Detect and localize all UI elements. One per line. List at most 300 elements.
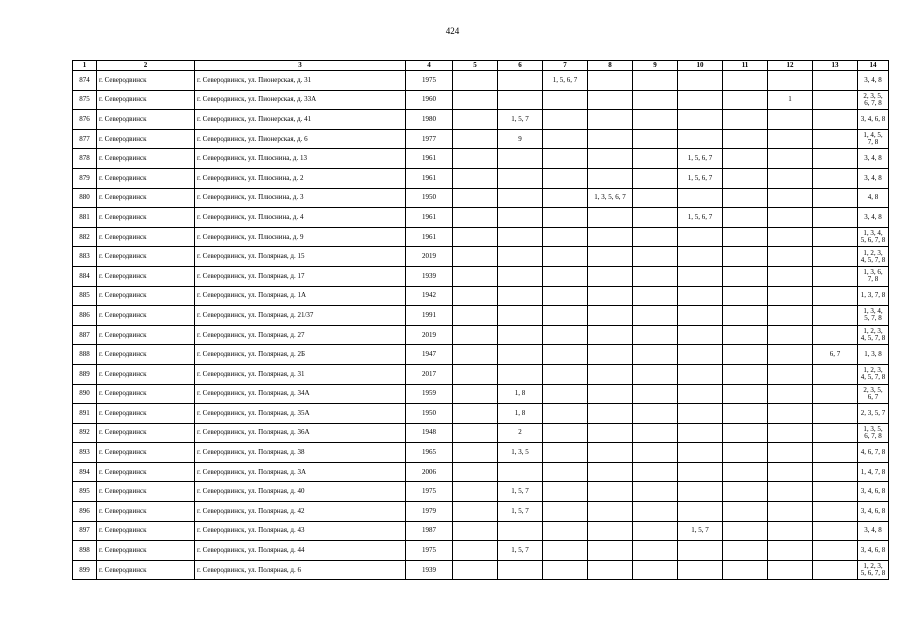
year-cell: 1975 xyxy=(406,541,453,561)
col7-cell xyxy=(543,423,588,443)
col6-cell: 1, 8 xyxy=(498,384,543,404)
col13-cell: 6, 7 xyxy=(813,345,858,365)
col14-cell: 1, 3, 4, 5, 6, 7, 8 xyxy=(858,227,889,247)
city-cell: г. Северодвинск xyxy=(97,129,195,149)
col9-cell xyxy=(633,286,678,306)
year-cell: 2019 xyxy=(406,325,453,345)
col10-cell xyxy=(678,502,723,522)
row-number: 887 xyxy=(73,325,97,345)
col14-cell: 4, 6, 7, 8 xyxy=(858,443,889,463)
col11-cell xyxy=(723,521,768,541)
col13-cell xyxy=(813,541,858,561)
col13-cell xyxy=(813,502,858,522)
table-row xyxy=(73,443,889,463)
city-cell: г. Северодвинск xyxy=(97,247,195,267)
col7-cell xyxy=(543,364,588,384)
year-cell: 1965 xyxy=(406,443,453,463)
year-cell: 1942 xyxy=(406,286,453,306)
year-cell: 1939 xyxy=(406,266,453,286)
col6-cell xyxy=(498,90,543,110)
col10-cell xyxy=(678,286,723,306)
col6-cell: 2 xyxy=(498,423,543,443)
col12-cell xyxy=(768,227,813,247)
row-number: 886 xyxy=(73,306,97,326)
city-cell: г. Северодвинск xyxy=(97,384,195,404)
table-row xyxy=(73,404,889,424)
address-cell: г. Северодвинск, ул. Плюснина, д. 3 xyxy=(195,188,406,208)
col8-cell xyxy=(588,482,633,502)
table-row xyxy=(73,306,889,326)
col10-cell xyxy=(678,364,723,384)
col10-cell: 1, 5, 6, 7 xyxy=(678,149,723,169)
col13-cell xyxy=(813,208,858,228)
col6-cell xyxy=(498,306,543,326)
address-cell: г. Северодвинск, ул. Полярная, д. 21/37 xyxy=(195,306,406,326)
col5-cell xyxy=(453,443,498,463)
col10-cell xyxy=(678,227,723,247)
col9-cell xyxy=(633,208,678,228)
year-cell: 1975 xyxy=(406,482,453,502)
col14-cell: 1, 3, 7, 8 xyxy=(858,286,889,306)
row-number: 895 xyxy=(73,482,97,502)
col14-cell: 3, 4, 6, 8 xyxy=(858,502,889,522)
col12-cell xyxy=(768,129,813,149)
col8-cell xyxy=(588,168,633,188)
col9-cell xyxy=(633,560,678,580)
col13-cell xyxy=(813,423,858,443)
col9-cell xyxy=(633,325,678,345)
table-body xyxy=(73,71,889,580)
column-header: 1 xyxy=(73,61,97,71)
col12-cell xyxy=(768,306,813,326)
col6-cell xyxy=(498,149,543,169)
col14-cell: 1, 2, 3, 5, 6, 7, 8 xyxy=(858,560,889,580)
row-number: 893 xyxy=(73,443,97,463)
table-row xyxy=(73,482,889,502)
col7-cell xyxy=(543,168,588,188)
col8-cell xyxy=(588,325,633,345)
column-header: 9 xyxy=(633,61,678,71)
col9-cell xyxy=(633,266,678,286)
col7-cell xyxy=(543,482,588,502)
row-number: 896 xyxy=(73,502,97,522)
column-header: 7 xyxy=(543,61,588,71)
col10-cell xyxy=(678,71,723,91)
col9-cell xyxy=(633,423,678,443)
col11-cell xyxy=(723,188,768,208)
col6-cell: 1, 5, 7 xyxy=(498,502,543,522)
col5-cell xyxy=(453,384,498,404)
table-row xyxy=(73,149,889,169)
col9-cell xyxy=(633,227,678,247)
table-row xyxy=(73,502,889,522)
col8-cell xyxy=(588,129,633,149)
col11-cell xyxy=(723,247,768,267)
col8-cell xyxy=(588,345,633,365)
col7-cell xyxy=(543,443,588,463)
col12-cell xyxy=(768,345,813,365)
row-number: 880 xyxy=(73,188,97,208)
city-cell: г. Северодвинск xyxy=(97,306,195,326)
address-cell: г. Северодвинск, ул. Полярная, д. 17 xyxy=(195,266,406,286)
col13-cell xyxy=(813,129,858,149)
city-cell: г. Северодвинск xyxy=(97,71,195,91)
col14-cell: 3, 4, 6, 8 xyxy=(858,482,889,502)
row-number: 882 xyxy=(73,227,97,247)
city-cell: г. Северодвинск xyxy=(97,502,195,522)
col7-cell xyxy=(543,560,588,580)
col6-cell xyxy=(498,560,543,580)
col10-cell xyxy=(678,129,723,149)
table-row xyxy=(73,266,889,286)
col7-cell xyxy=(543,345,588,365)
col11-cell xyxy=(723,110,768,130)
col13-cell xyxy=(813,188,858,208)
column-header: 4 xyxy=(406,61,453,71)
address-cell: г. Северодвинск, ул. Полярная, д. 6 xyxy=(195,560,406,580)
col9-cell xyxy=(633,443,678,463)
address-cell: г. Северодвинск, ул. Плюснина, д. 2 xyxy=(195,168,406,188)
col10-cell xyxy=(678,266,723,286)
col11-cell xyxy=(723,266,768,286)
col11-cell xyxy=(723,541,768,561)
table-row xyxy=(73,286,889,306)
row-number: 888 xyxy=(73,345,97,365)
col9-cell xyxy=(633,71,678,91)
year-cell: 1950 xyxy=(406,188,453,208)
col14-cell: 2, 3, 5, 6, 7, 8 xyxy=(858,90,889,110)
address-cell: г. Северодвинск, ул. Пионерская, д. 41 xyxy=(195,110,406,130)
col12-cell xyxy=(768,404,813,424)
city-cell: г. Северодвинск xyxy=(97,266,195,286)
col11-cell xyxy=(723,502,768,522)
col9-cell xyxy=(633,482,678,502)
city-cell: г. Северодвинск xyxy=(97,110,195,130)
col7-cell xyxy=(543,306,588,326)
col6-cell: 1, 8 xyxy=(498,404,543,424)
year-cell: 1987 xyxy=(406,521,453,541)
table-row xyxy=(73,71,889,91)
col6-cell: 9 xyxy=(498,129,543,149)
year-cell: 1961 xyxy=(406,208,453,228)
col13-cell xyxy=(813,286,858,306)
col14-cell: 1, 2, 3, 4, 5, 7, 8 xyxy=(858,247,889,267)
col5-cell xyxy=(453,560,498,580)
col5-cell xyxy=(453,306,498,326)
col5-cell xyxy=(453,325,498,345)
col7-cell xyxy=(543,227,588,247)
city-cell: г. Северодвинск xyxy=(97,560,195,580)
col10-cell xyxy=(678,325,723,345)
header-row xyxy=(73,61,889,71)
col14-cell: 1, 2, 3, 4, 5, 7, 8 xyxy=(858,325,889,345)
col6-cell xyxy=(498,325,543,345)
col8-cell xyxy=(588,247,633,267)
row-number: 874 xyxy=(73,71,97,91)
col10-cell xyxy=(678,345,723,365)
col5-cell xyxy=(453,208,498,228)
col11-cell xyxy=(723,208,768,228)
city-cell: г. Северодвинск xyxy=(97,325,195,345)
col11-cell xyxy=(723,443,768,463)
col14-cell: 4, 8 xyxy=(858,188,889,208)
table-row xyxy=(73,188,889,208)
table-row xyxy=(73,227,889,247)
address-cell: г. Северодвинск, ул. Полярная, д. 15 xyxy=(195,247,406,267)
table-row xyxy=(73,325,889,345)
col5-cell xyxy=(453,462,498,482)
col8-cell xyxy=(588,306,633,326)
col6-cell xyxy=(498,364,543,384)
col13-cell xyxy=(813,227,858,247)
row-number: 898 xyxy=(73,541,97,561)
col13-cell xyxy=(813,521,858,541)
col8-cell: 1, 3, 5, 6, 7 xyxy=(588,188,633,208)
col5-cell xyxy=(453,423,498,443)
row-number: 890 xyxy=(73,384,97,404)
col11-cell xyxy=(723,384,768,404)
col13-cell xyxy=(813,384,858,404)
col5-cell xyxy=(453,364,498,384)
col14-cell: 3, 4, 8 xyxy=(858,168,889,188)
table-row xyxy=(73,129,889,149)
address-cell: г. Северодвинск, ул. Полярная, д. 27 xyxy=(195,325,406,345)
column-header: 5 xyxy=(453,61,498,71)
col7-cell xyxy=(543,462,588,482)
address-cell: г. Северодвинск, ул. Полярная, д. 44 xyxy=(195,541,406,561)
year-cell: 1991 xyxy=(406,306,453,326)
col11-cell xyxy=(723,90,768,110)
col8-cell xyxy=(588,90,633,110)
col14-cell: 3, 4, 6, 8 xyxy=(858,541,889,561)
row-number: 875 xyxy=(73,90,97,110)
address-cell: г. Северодвинск, ул. Полярная, д. 36А xyxy=(195,423,406,443)
row-number: 892 xyxy=(73,423,97,443)
col9-cell xyxy=(633,364,678,384)
col13-cell xyxy=(813,306,858,326)
city-cell: г. Северодвинск xyxy=(97,208,195,228)
col11-cell xyxy=(723,462,768,482)
col12-cell xyxy=(768,149,813,169)
city-cell: г. Северодвинск xyxy=(97,404,195,424)
col13-cell xyxy=(813,149,858,169)
col6-cell xyxy=(498,286,543,306)
row-number: 899 xyxy=(73,560,97,580)
address-cell: г. Северодвинск, ул. Полярная, д. 42 xyxy=(195,502,406,522)
column-header: 3 xyxy=(195,61,406,71)
table-row xyxy=(73,364,889,384)
city-cell: г. Северодвинск xyxy=(97,286,195,306)
col14-cell: 3, 4, 8 xyxy=(858,149,889,169)
col7-cell xyxy=(543,325,588,345)
city-cell: г. Северодвинск xyxy=(97,188,195,208)
city-cell: г. Северодвинск xyxy=(97,462,195,482)
col6-cell xyxy=(498,521,543,541)
col11-cell xyxy=(723,227,768,247)
row-number: 891 xyxy=(73,404,97,424)
col7-cell xyxy=(543,247,588,267)
row-number: 878 xyxy=(73,149,97,169)
col11-cell xyxy=(723,129,768,149)
year-cell: 1961 xyxy=(406,168,453,188)
col9-cell xyxy=(633,168,678,188)
year-cell: 1980 xyxy=(406,110,453,130)
col8-cell xyxy=(588,443,633,463)
col11-cell xyxy=(723,71,768,91)
column-header: 10 xyxy=(678,61,723,71)
col7-cell xyxy=(543,541,588,561)
col7-cell xyxy=(543,149,588,169)
col5-cell xyxy=(453,521,498,541)
col12-cell xyxy=(768,462,813,482)
address-cell: г. Северодвинск, ул. Полярная, д. 1А xyxy=(195,286,406,306)
col7-cell xyxy=(543,521,588,541)
col11-cell xyxy=(723,306,768,326)
column-header: 8 xyxy=(588,61,633,71)
address-cell: г. Северодвинск, ул. Полярная, д. 2Б xyxy=(195,345,406,365)
col6-cell xyxy=(498,188,543,208)
col10-cell xyxy=(678,482,723,502)
table-row xyxy=(73,541,889,561)
column-header: 12 xyxy=(768,61,813,71)
col6-cell xyxy=(498,462,543,482)
col7-cell xyxy=(543,404,588,424)
col12-cell xyxy=(768,423,813,443)
table-row xyxy=(73,462,889,482)
col14-cell: 3, 4, 8 xyxy=(858,521,889,541)
col9-cell xyxy=(633,188,678,208)
col8-cell xyxy=(588,227,633,247)
col14-cell: 1, 4, 5, 7, 8 xyxy=(858,129,889,149)
col5-cell xyxy=(453,71,498,91)
col13-cell xyxy=(813,404,858,424)
col10-cell xyxy=(678,541,723,561)
col11-cell xyxy=(723,325,768,345)
table-row xyxy=(73,521,889,541)
year-cell: 1947 xyxy=(406,345,453,365)
row-number: 876 xyxy=(73,110,97,130)
row-number: 879 xyxy=(73,168,97,188)
address-cell: г. Северодвинск, ул. Пионерская, д. 6 xyxy=(195,129,406,149)
col6-cell xyxy=(498,345,543,365)
col14-cell: 1, 2, 3, 4, 5, 7, 8 xyxy=(858,364,889,384)
col5-cell xyxy=(453,188,498,208)
city-cell: г. Северодвинск xyxy=(97,423,195,443)
col5-cell xyxy=(453,90,498,110)
col11-cell xyxy=(723,364,768,384)
col12-cell xyxy=(768,502,813,522)
col12-cell: 1 xyxy=(768,90,813,110)
col9-cell xyxy=(633,149,678,169)
address-cell: г. Северодвинск, ул. Плюснина, д. 9 xyxy=(195,227,406,247)
col14-cell: 3, 4, 8 xyxy=(858,71,889,91)
col5-cell xyxy=(453,110,498,130)
address-cell: г. Северодвинск, ул. Пионерская, д. 31 xyxy=(195,71,406,91)
col7-cell xyxy=(543,286,588,306)
col6-cell xyxy=(498,266,543,286)
col8-cell xyxy=(588,560,633,580)
col12-cell xyxy=(768,266,813,286)
col5-cell xyxy=(453,541,498,561)
address-cell: г. Северодвинск, ул. Полярная, д. 34А xyxy=(195,384,406,404)
col12-cell xyxy=(768,325,813,345)
col11-cell xyxy=(723,168,768,188)
col11-cell xyxy=(723,482,768,502)
table-row xyxy=(73,345,889,365)
table-row xyxy=(73,90,889,110)
col9-cell xyxy=(633,384,678,404)
col10-cell: 1, 5, 6, 7 xyxy=(678,208,723,228)
col12-cell xyxy=(768,521,813,541)
col7-cell xyxy=(543,208,588,228)
col7-cell xyxy=(543,129,588,149)
col12-cell xyxy=(768,71,813,91)
col5-cell xyxy=(453,502,498,522)
col12-cell xyxy=(768,384,813,404)
col12-cell xyxy=(768,168,813,188)
col8-cell xyxy=(588,502,633,522)
col5-cell xyxy=(453,345,498,365)
col8-cell xyxy=(588,110,633,130)
col13-cell xyxy=(813,168,858,188)
col9-cell xyxy=(633,462,678,482)
col8-cell xyxy=(588,541,633,561)
col7-cell: 1, 5, 6, 7 xyxy=(543,71,588,91)
row-number: 883 xyxy=(73,247,97,267)
col5-cell xyxy=(453,482,498,502)
table-row xyxy=(73,560,889,580)
col8-cell xyxy=(588,364,633,384)
col5-cell xyxy=(453,149,498,169)
col9-cell xyxy=(633,129,678,149)
col6-cell xyxy=(498,71,543,91)
col14-cell: 1, 3, 4, 5, 7, 8 xyxy=(858,306,889,326)
col9-cell xyxy=(633,247,678,267)
city-cell: г. Северодвинск xyxy=(97,482,195,502)
col13-cell xyxy=(813,462,858,482)
col13-cell xyxy=(813,364,858,384)
col10-cell xyxy=(678,247,723,267)
col6-cell xyxy=(498,227,543,247)
col9-cell xyxy=(633,541,678,561)
city-cell: г. Северодвинск xyxy=(97,443,195,463)
year-cell: 1959 xyxy=(406,384,453,404)
col10-cell xyxy=(678,384,723,404)
address-cell: г. Северодвинск, ул. Плюснина, д. 13 xyxy=(195,149,406,169)
col8-cell xyxy=(588,149,633,169)
col6-cell: 1, 3, 5 xyxy=(498,443,543,463)
address-cell: г. Северодвинск, ул. Полярная, д. 3А xyxy=(195,462,406,482)
col10-cell xyxy=(678,188,723,208)
register-table xyxy=(72,60,889,580)
col8-cell xyxy=(588,384,633,404)
col7-cell xyxy=(543,90,588,110)
col12-cell xyxy=(768,541,813,561)
col10-cell xyxy=(678,404,723,424)
col10-cell xyxy=(678,462,723,482)
col5-cell xyxy=(453,129,498,149)
year-cell: 1948 xyxy=(406,423,453,443)
address-cell: г. Северодвинск, ул. Полярная, д. 31 xyxy=(195,364,406,384)
city-cell: г. Северодвинск xyxy=(97,90,195,110)
col14-cell: 3, 4, 6, 8 xyxy=(858,110,889,130)
city-cell: г. Северодвинск xyxy=(97,364,195,384)
col11-cell xyxy=(723,404,768,424)
col6-cell xyxy=(498,247,543,267)
row-number: 897 xyxy=(73,521,97,541)
table-row xyxy=(73,247,889,267)
column-header: 14 xyxy=(858,61,889,71)
